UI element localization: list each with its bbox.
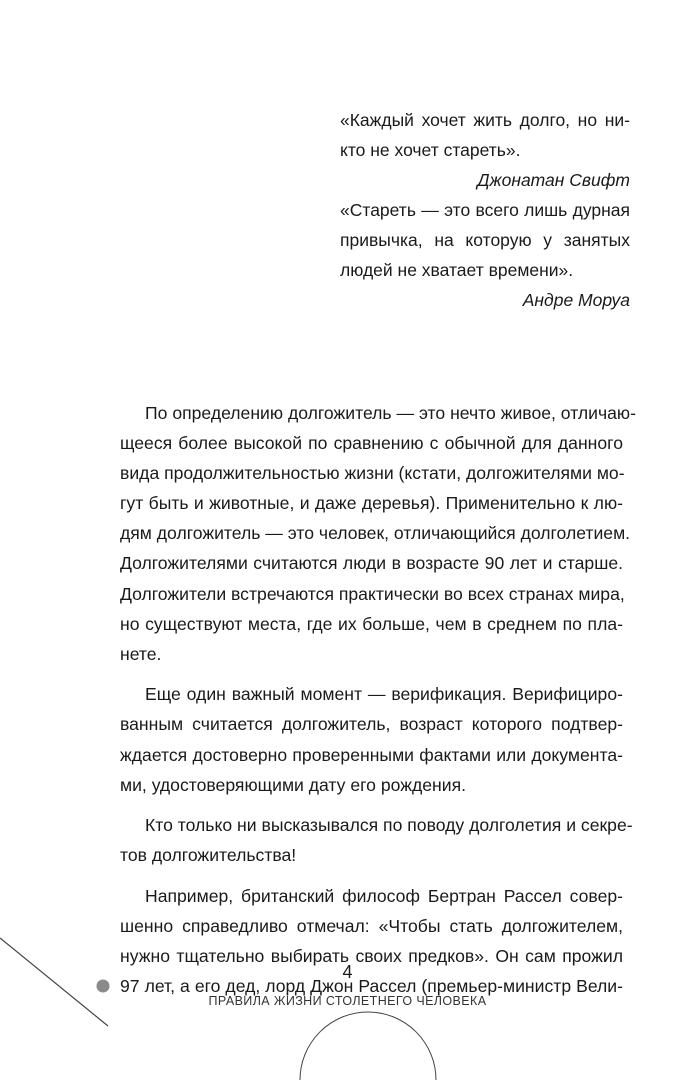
text-line: нете. bbox=[120, 643, 162, 664]
text-line: ждается достоверно проверенными фактами или документа- bbox=[120, 744, 623, 765]
running-title: ПРАВИЛА ЖИЗНИ СТОЛЕТНЕГО ЧЕЛОВЕКА bbox=[208, 994, 487, 1008]
text-line: Долгожителями считаются люди в возрасте 90 лет и старше. bbox=[120, 553, 623, 574]
paragraph-statements bbox=[120, 810, 633, 870]
text-line: шенно справедливо отмечал: «Чтобы стать долгожителем, bbox=[120, 916, 623, 936]
text-line: гут быть и животные, и даже деревья). Применительно к лю- bbox=[120, 493, 623, 514]
epigraph-line: кто не хочет стареть». bbox=[340, 140, 521, 160]
text-line: вида продолжительностью жизни (кстати, долгожителями мо- bbox=[120, 463, 625, 484]
page-number: 4 bbox=[342, 962, 353, 982]
epigraph-author: Андре Моруа bbox=[522, 290, 630, 310]
text-line: тов долгожительства! bbox=[120, 845, 297, 866]
text-line: По определению долгожитель — это нечто живое, отличаю- bbox=[145, 403, 636, 423]
paragraph-russell bbox=[120, 881, 623, 1001]
epigraph-line: привычка, на которую у занятых bbox=[340, 230, 630, 250]
text-line: 97 лет, а его дед, лорд Джон Рассел (премьер-министр Вели- bbox=[120, 976, 623, 997]
text-line: ванным считается долгожитель, возраст которого подтвер- bbox=[120, 714, 623, 735]
epigraph-author: Джонатан Свифт bbox=[477, 170, 630, 190]
epigraph-block bbox=[340, 105, 630, 315]
paragraph-verification bbox=[120, 679, 623, 799]
text-line: щееся более высокой по сравнению с обычной для данного bbox=[120, 433, 623, 454]
text-line: ми, удостоверяющими дату его рождения. bbox=[120, 774, 467, 795]
epigraph-line: «Стареть — это всего лишь дурная bbox=[340, 200, 630, 220]
text-line: дям долгожитель — это человек, отличающийся долголетием. bbox=[120, 523, 631, 544]
text-line: Кто только ни высказывался по поводу долголетия и секре- bbox=[145, 815, 633, 836]
epigraph-line: людей не хватает времени». bbox=[340, 260, 574, 280]
body-text bbox=[120, 398, 636, 1012]
epigraph-swift bbox=[340, 105, 630, 195]
paragraph-definition bbox=[120, 398, 636, 669]
epigraph-maurois bbox=[340, 195, 630, 315]
epigraph-line: «Каждый хочет жить долго, но ни- bbox=[340, 110, 630, 130]
text-line: Например, британский философ Бертран Рассел совер- bbox=[145, 885, 623, 906]
text-line: но существуют места, где их больше, чем в среднем по пла- bbox=[120, 613, 623, 634]
text-line: нужно тщательно выбирать своих предков». Он сам прожил bbox=[120, 946, 623, 967]
text-line: Долгожители встречаются практически во всех странах мира, bbox=[120, 583, 625, 604]
decorative-arc bbox=[300, 1012, 436, 1080]
text-line: Еще один важный момент — верификация. Верифициро- bbox=[145, 684, 623, 705]
